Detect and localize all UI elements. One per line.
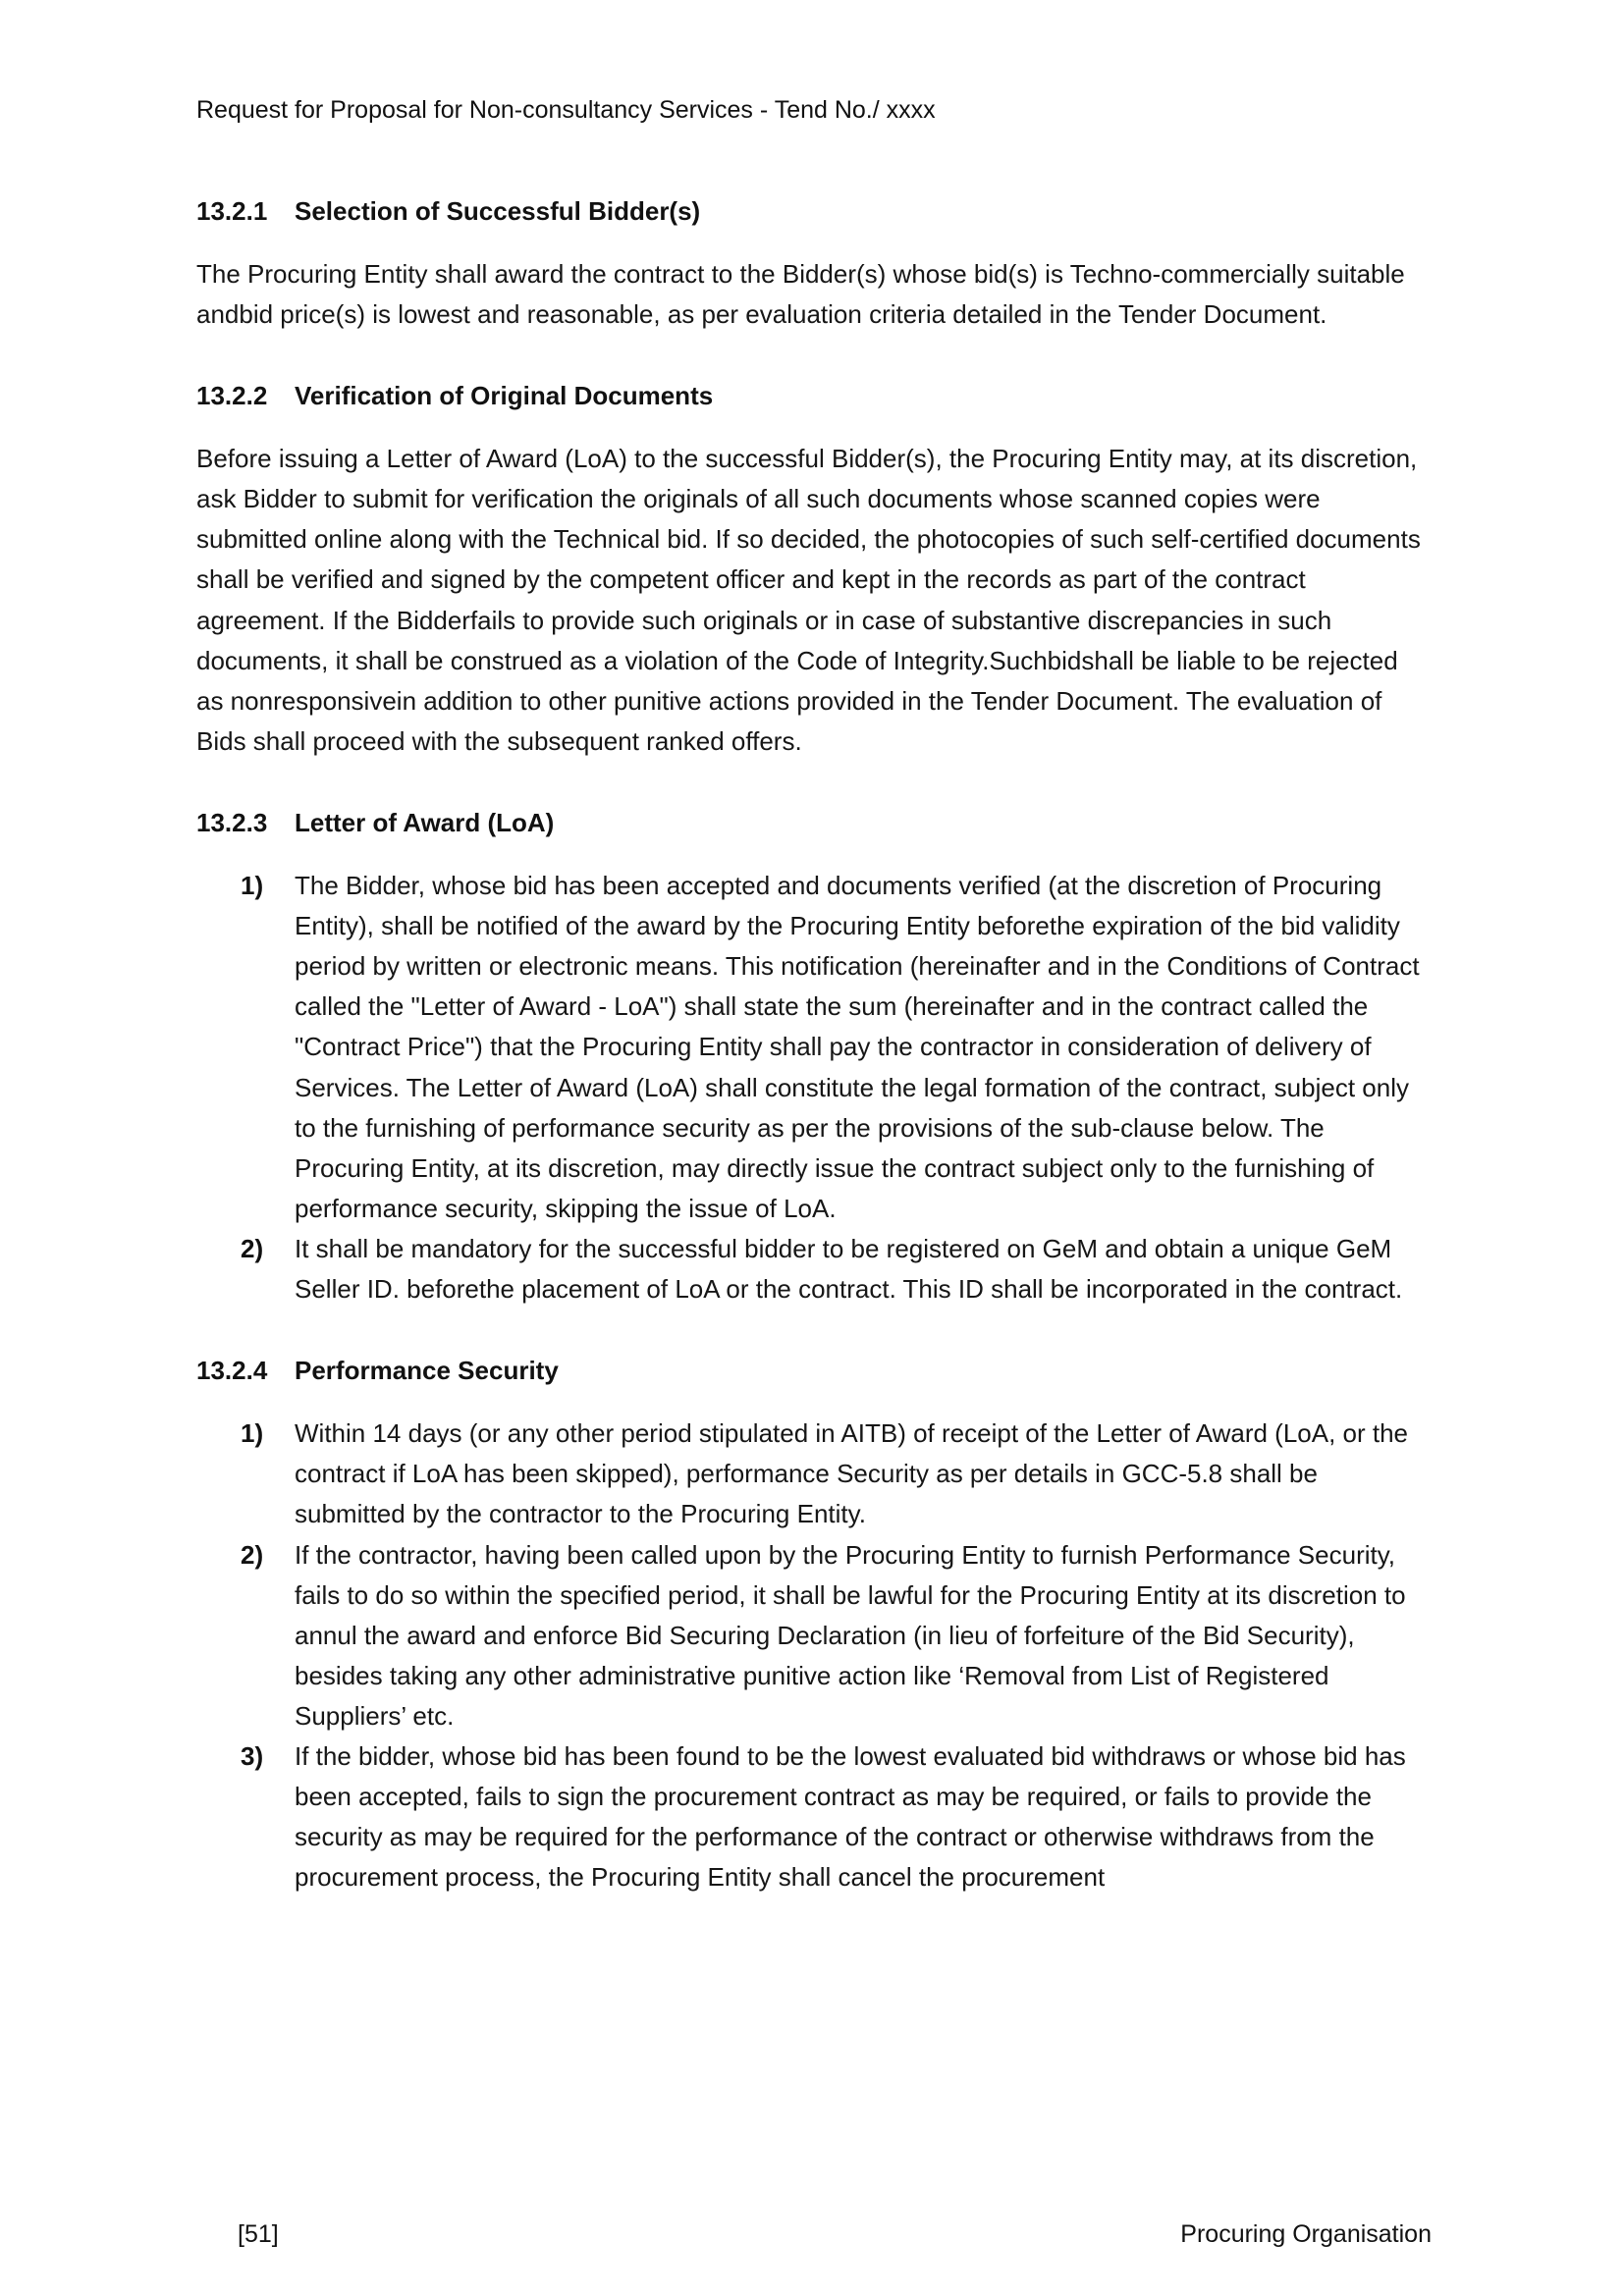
section-performance-security bbox=[196, 1351, 1432, 1897]
list-item bbox=[196, 1736, 1432, 1897]
numbered-list bbox=[196, 866, 1432, 1309]
document-header bbox=[196, 94, 1432, 127]
section-verification-of-original-documents bbox=[196, 376, 1432, 762]
list-item bbox=[196, 866, 1432, 1229]
heading-number: 13.2.2 bbox=[196, 380, 268, 410]
numbered-list bbox=[196, 1414, 1432, 1897]
heading-number: 13.2.4 bbox=[196, 1356, 268, 1386]
list-item-marker: 1) bbox=[241, 871, 264, 901]
list-item-marker: 1) bbox=[241, 1418, 264, 1449]
list-item-text: Within 14 days (or any other period stipulated in AITB) of receipt of the Letter of Award (LoA, or the contract if LoA has been skipped), performance Security as per details in GCC-5.8 shall be submitted by the contractor to the Procuring Entity. bbox=[295, 1418, 1409, 1529]
paragraph: The Procuring Entity shall award the contract to the Bidder(s) whose bid(s) is Techno-commercially suitable andbid price(s) is lowest and reasonable, as per evaluation criteria detailed in the Tender Document. bbox=[196, 258, 1405, 329]
list-item bbox=[196, 1229, 1432, 1309]
document-footer bbox=[196, 2220, 1432, 2249]
document-body bbox=[196, 191, 1432, 1898]
list-item-marker: 2) bbox=[241, 1233, 264, 1263]
footer-organisation: Procuring Organisation bbox=[1180, 2220, 1432, 2248]
paragraph: Before issuing a Letter of Award (LoA) to the successful Bidder(s), the Procuring Entity may, at its discretion, ask Bidder to submit for verification the originals of all such documents whose scanned copies were submitted online along with the Technical bid. If so decided, the photocopies of such self-certified documents shall be verified and signed by the competent officer and kept in the records as part of the contract agreement. If the Bidderfails to provide such originals or in case of substantive discrepancies in such documents, it shall be construed as a violation of the Code of Integrity.Suchbidshall be liable to be rejected as nonresponsivein addition to other punitive actions provided in the Tender Document. The evaluation of Bids shall proceed with the subsequent ranked offers. bbox=[196, 444, 1421, 756]
section-selection-of-successful-bidders bbox=[196, 191, 1432, 335]
heading-title: Selection of Successful Bidder(s) bbox=[295, 195, 701, 226]
heading-title: Letter of Award (LoA) bbox=[295, 807, 555, 837]
section-heading bbox=[196, 1351, 1432, 1390]
list-item-text: It shall be mandatory for the successful bidder to be registered on GeM and obtain a unique GeM Seller ID. beforethe placement of LoA or the contract. This ID shall be incorporated in the contract. bbox=[295, 1233, 1403, 1304]
heading-title: Verification of Original Documents bbox=[295, 380, 714, 410]
footer-page-number: [51] bbox=[238, 2220, 279, 2248]
heading-title: Performance Security bbox=[295, 1356, 559, 1386]
section-heading bbox=[196, 191, 1432, 231]
section-heading bbox=[196, 376, 1432, 415]
list-item-marker: 3) bbox=[241, 1740, 264, 1771]
section-letter-of-award bbox=[196, 803, 1432, 1309]
list-item-text: The Bidder, whose bid has been accepted and documents verified (at the discretion of Procuring Entity), shall be notified of the award by the Procuring Entity beforethe expiration of the bid validity period by written or electronic means. This notification (hereinafter and in the Conditions of Contract called the "Letter of Award - LoA") shall state the sum (hereinafter and in the contract called the "Contract Price") that the Procuring Entity shall pay the contractor in consideration of delivery of Services. The Letter of Award (LoA) shall constitute the legal formation of the contract, subject only to the furnishing of performance security as per the provisions of the sub-clause below. The Procuring Entity, at its discretion, may directly issue the contract subject only to the furnishing of performance security, skipping the issue of LoA. bbox=[295, 871, 1420, 1223]
list-item-text: If the contractor, having been called upon by the Procuring Entity to furnish Performance Security, fails to do so within the specified period, it shall be lawful for the Procuring Entity at its discretion to annul the award and enforce Bid Securing Declaration (in lieu of forfeiture of the Bid Security), besides taking any other administrative punitive action like ‘Removal from List of Registered Suppliers’ etc. bbox=[295, 1539, 1406, 1731]
document-title: Request for Proposal for Non-consultancy Services - Tend No./ xxxx bbox=[196, 96, 936, 124]
heading-number: 13.2.1 bbox=[196, 195, 268, 226]
list-item-marker: 2) bbox=[241, 1539, 264, 1570]
section-heading bbox=[196, 803, 1432, 842]
heading-number: 13.2.3 bbox=[196, 807, 268, 837]
list-item bbox=[196, 1414, 1432, 1534]
list-item-text: If the bidder, whose bid has been found to be the lowest evaluated bid withdraws or whose bid has been accepted, fails to sign the procurement contract as may be required, or fails to provide the security as may be required for the performance of the contract or otherwise withdraws from the procurement process, the Procuring Entity shall cancel the procurement bbox=[295, 1740, 1406, 1893]
list-item bbox=[196, 1535, 1432, 1736]
